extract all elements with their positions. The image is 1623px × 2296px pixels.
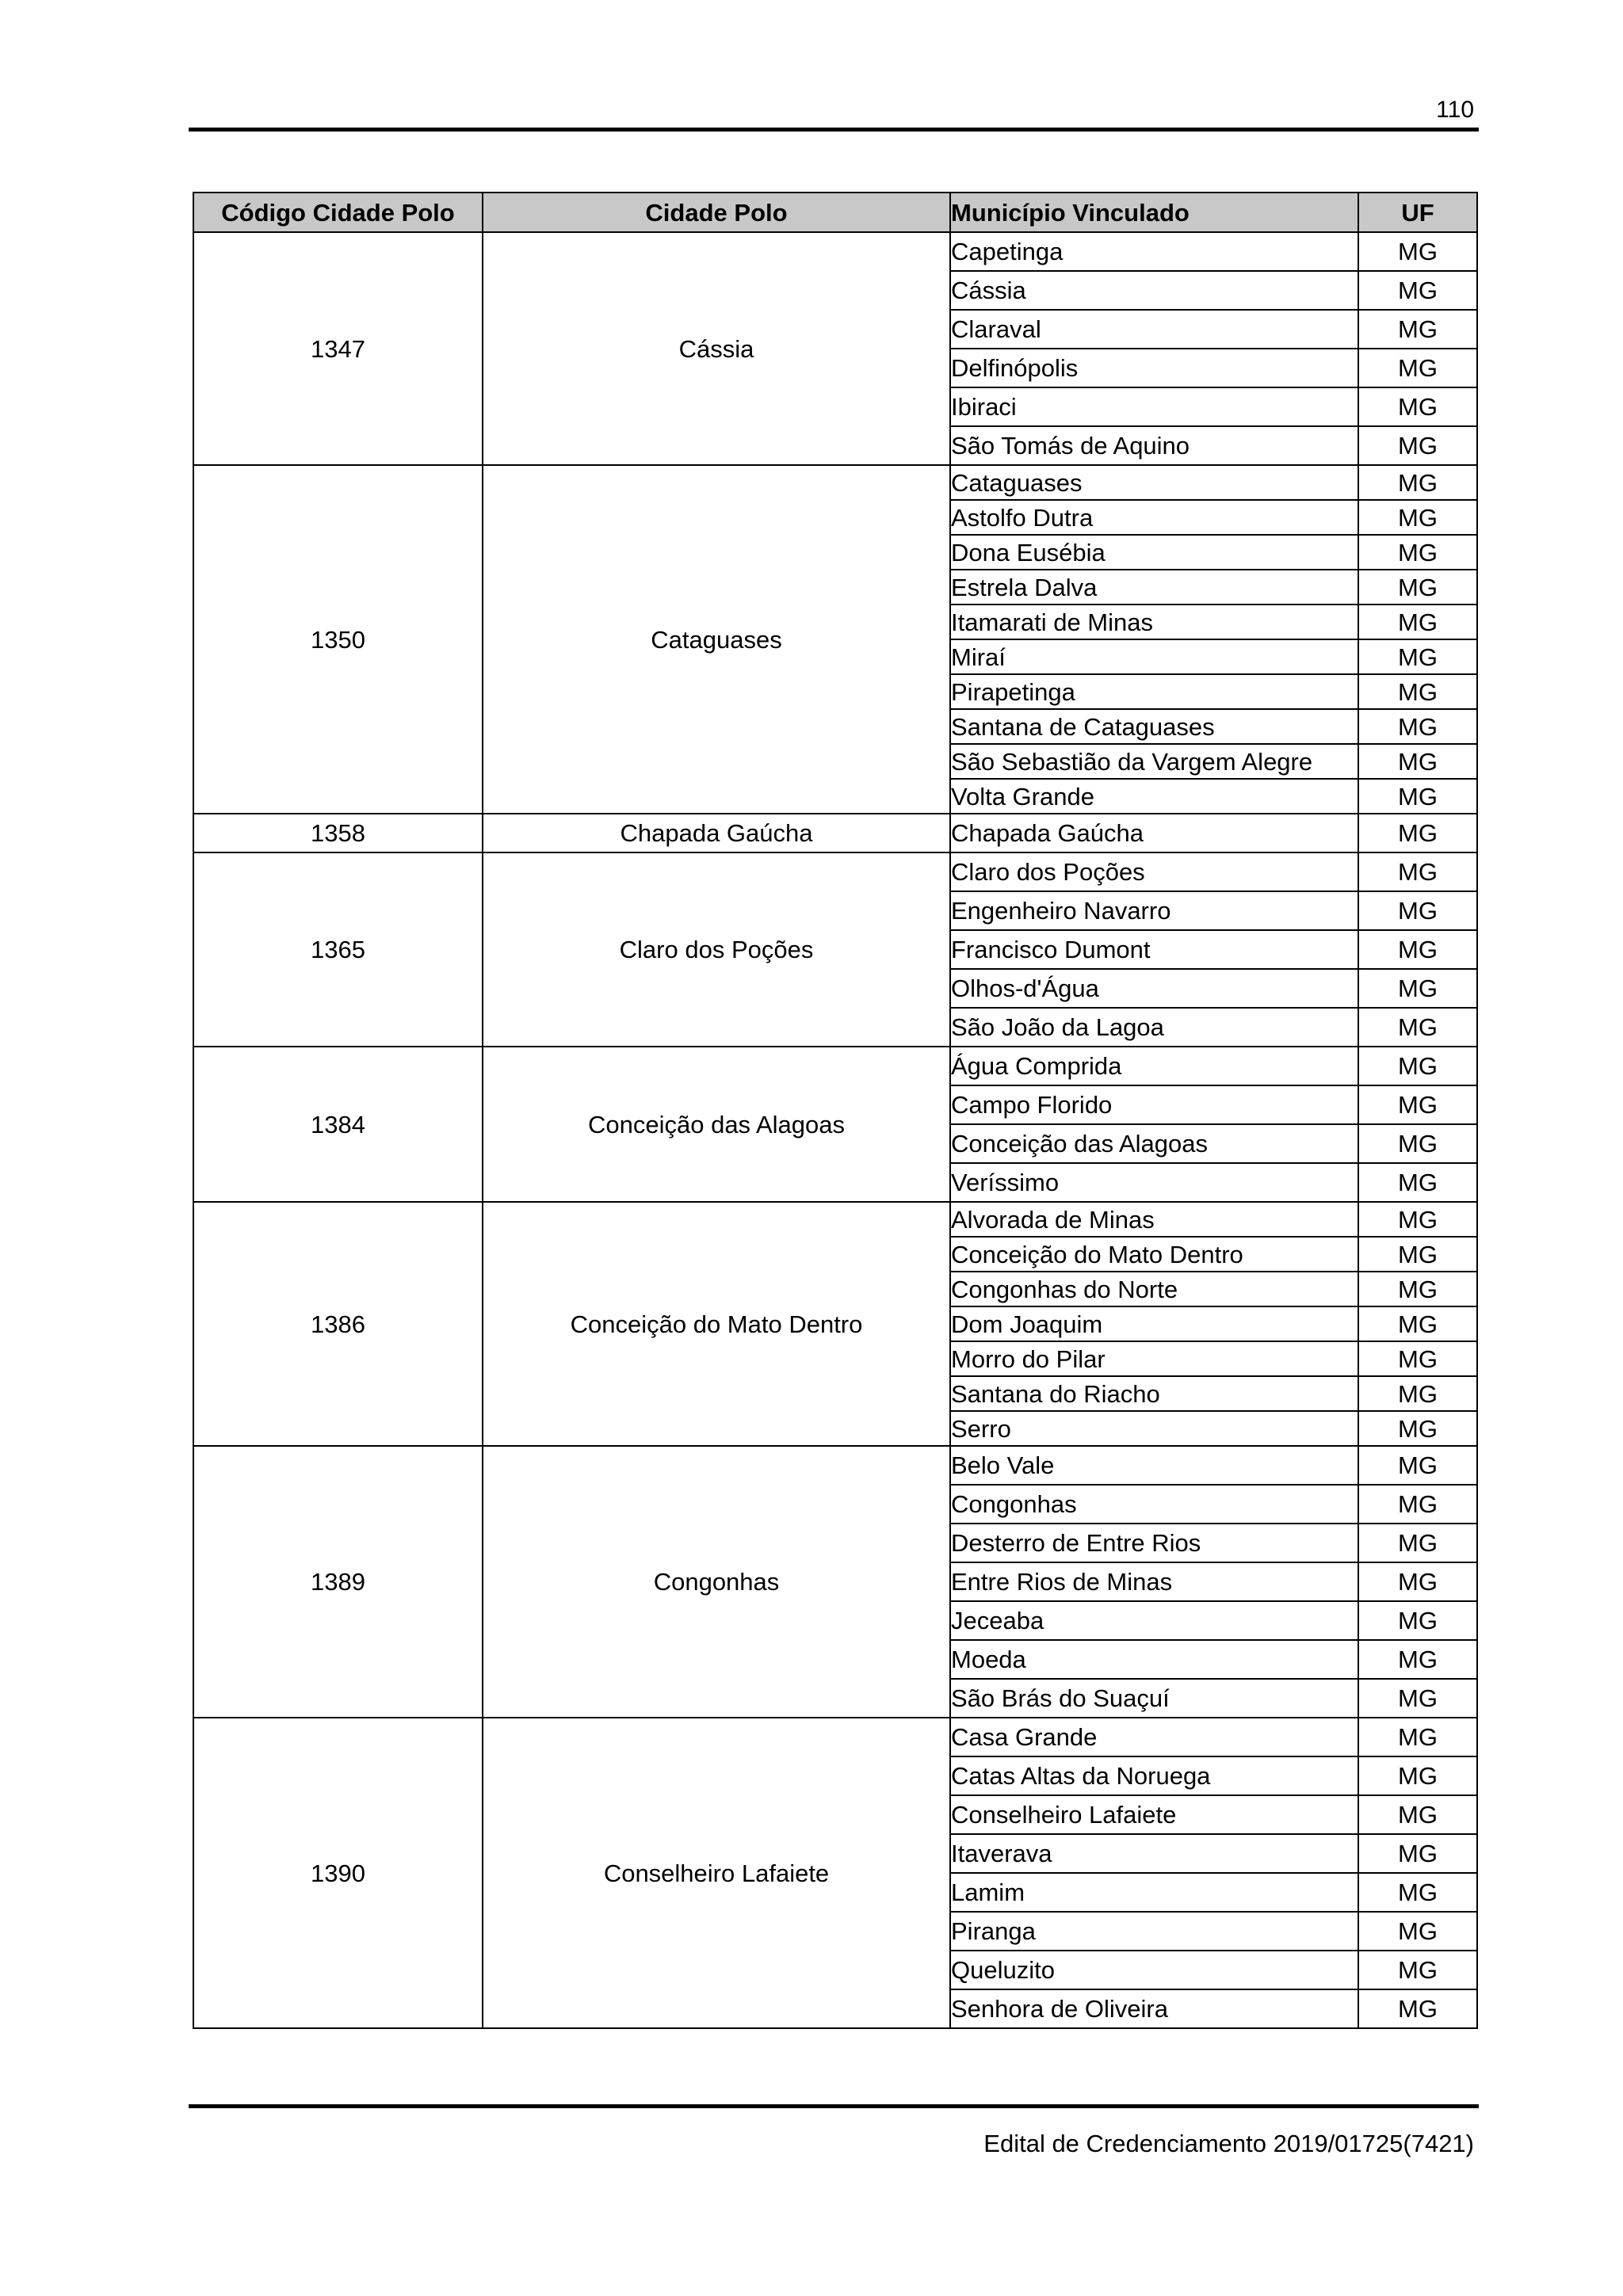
uf-cell: MG bbox=[1358, 1163, 1477, 1202]
uf-cell: MG bbox=[1358, 1912, 1477, 1951]
uf-cell: MG bbox=[1358, 605, 1477, 639]
header-codigo-cidade-polo: Código Cidade Polo bbox=[193, 193, 483, 232]
uf-cell: MG bbox=[1358, 1411, 1477, 1446]
header-municipio-vinculado: Município Vinculado bbox=[950, 193, 1358, 232]
municipio-vinculado-cell: Astolfo Dutra bbox=[950, 500, 1358, 535]
page-number: 110 bbox=[1436, 97, 1474, 123]
uf-cell: MG bbox=[1358, 1124, 1477, 1163]
cidade-polo-cell: Congonhas bbox=[483, 1446, 950, 1718]
municipio-vinculado-cell: Desterro de Entre Rios bbox=[950, 1524, 1358, 1562]
municipio-vinculado-cell: Itaverava bbox=[950, 1834, 1358, 1873]
uf-cell: MG bbox=[1358, 852, 1477, 891]
uf-cell: MG bbox=[1358, 1237, 1477, 1272]
uf-cell: MG bbox=[1358, 387, 1477, 426]
municipio-vinculado-cell: São Tomás de Aquino bbox=[950, 426, 1358, 465]
table-row bbox=[193, 232, 1477, 271]
uf-cell: MG bbox=[1358, 1756, 1477, 1795]
uf-cell: MG bbox=[1358, 1446, 1477, 1485]
municipio-vinculado-cell: Ibiraci bbox=[950, 387, 1358, 426]
municipio-vinculado-cell: Jeceaba bbox=[950, 1601, 1358, 1640]
municipio-vinculado-cell: Congonhas do Norte bbox=[950, 1272, 1358, 1306]
municipio-vinculado-cell: Chapada Gaúcha bbox=[950, 814, 1358, 852]
uf-cell: MG bbox=[1358, 1008, 1477, 1047]
table-row bbox=[193, 1202, 1477, 1237]
codigo-cidade-polo-cell: 1365 bbox=[193, 852, 483, 1047]
municipio-vinculado-cell: Entre Rios de Minas bbox=[950, 1562, 1358, 1601]
uf-cell: MG bbox=[1358, 814, 1477, 852]
codigo-cidade-polo-cell: 1390 bbox=[193, 1718, 483, 2028]
codigo-cidade-polo-cell: 1389 bbox=[193, 1446, 483, 1718]
municipio-vinculado-cell: Claraval bbox=[950, 310, 1358, 349]
municipio-vinculado-cell: Conceição das Alagoas bbox=[950, 1124, 1358, 1163]
footer-rule bbox=[189, 2104, 1479, 2108]
uf-cell: MG bbox=[1358, 349, 1477, 387]
municipio-vinculado-cell: Congonhas bbox=[950, 1485, 1358, 1524]
municipio-vinculado-cell: Moeda bbox=[950, 1640, 1358, 1679]
codigo-cidade-polo-cell: 1350 bbox=[193, 465, 483, 814]
municipio-vinculado-cell: Senhora de Oliveira bbox=[950, 1989, 1358, 2028]
uf-cell: MG bbox=[1358, 674, 1477, 709]
uf-cell: MG bbox=[1358, 709, 1477, 744]
municipio-vinculado-cell: Claro dos Poções bbox=[950, 852, 1358, 891]
header-rule bbox=[189, 128, 1479, 132]
municipio-vinculado-cell: Santana de Cataguases bbox=[950, 709, 1358, 744]
municipio-vinculado-cell: Catas Altas da Noruega bbox=[950, 1756, 1358, 1795]
uf-cell: MG bbox=[1358, 1989, 1477, 2028]
uf-cell: MG bbox=[1358, 1376, 1477, 1411]
municipio-vinculado-cell: Lamim bbox=[950, 1873, 1358, 1912]
uf-cell: MG bbox=[1358, 310, 1477, 349]
table-row bbox=[193, 1446, 1477, 1485]
municipio-vinculado-cell: Volta Grande bbox=[950, 779, 1358, 814]
cidade-polo-cell: Conselheiro Lafaiete bbox=[483, 1718, 950, 2028]
footer-text: Edital de Credenciamento 2019/01725(7421) bbox=[983, 2130, 1474, 2157]
uf-cell: MG bbox=[1358, 1085, 1477, 1124]
uf-cell: MG bbox=[1358, 744, 1477, 779]
cidade-polo-cell: Chapada Gaúcha bbox=[483, 814, 950, 852]
uf-cell: MG bbox=[1358, 891, 1477, 930]
municipio-vinculado-cell: Queluzito bbox=[950, 1951, 1358, 1989]
codigo-cidade-polo-cell: 1347 bbox=[193, 232, 483, 465]
municipio-vinculado-cell: Cássia bbox=[950, 271, 1358, 310]
municipio-vinculado-cell: São Sebastião da Vargem Alegre bbox=[950, 744, 1358, 779]
table-header-row bbox=[193, 193, 1477, 232]
cidade-polo-cell: Claro dos Poções bbox=[483, 852, 950, 1047]
uf-cell: MG bbox=[1358, 1679, 1477, 1718]
municipio-vinculado-cell: Pirapetinga bbox=[950, 674, 1358, 709]
municipio-vinculado-cell: Casa Grande bbox=[950, 1718, 1358, 1756]
uf-cell: MG bbox=[1358, 1202, 1477, 1237]
codigo-cidade-polo-cell: 1384 bbox=[193, 1047, 483, 1202]
cidade-polo-cell: Cássia bbox=[483, 232, 950, 465]
uf-cell: MG bbox=[1358, 1795, 1477, 1834]
uf-cell: MG bbox=[1358, 465, 1477, 500]
cidade-polo-cell: Conceição do Mato Dentro bbox=[483, 1202, 950, 1446]
table-body bbox=[193, 232, 1477, 2028]
uf-cell: MG bbox=[1358, 969, 1477, 1008]
municipio-vinculado-cell: São Brás do Suaçuí bbox=[950, 1679, 1358, 1718]
uf-cell: MG bbox=[1358, 779, 1477, 814]
municipio-vinculado-cell: Água Comprida bbox=[950, 1047, 1358, 1085]
municipio-vinculado-cell: Conceição do Mato Dentro bbox=[950, 1237, 1358, 1272]
municipio-vinculado-cell: Serro bbox=[950, 1411, 1358, 1446]
uf-cell: MG bbox=[1358, 1951, 1477, 1989]
uf-cell: MG bbox=[1358, 570, 1477, 605]
uf-cell: MG bbox=[1358, 639, 1477, 674]
municipality-table bbox=[193, 192, 1478, 2029]
uf-cell: MG bbox=[1358, 1718, 1477, 1756]
municipio-vinculado-cell: Campo Florido bbox=[950, 1085, 1358, 1124]
municipio-vinculado-cell: Piranga bbox=[950, 1912, 1358, 1951]
uf-cell: MG bbox=[1358, 1834, 1477, 1873]
uf-cell: MG bbox=[1358, 1524, 1477, 1562]
cidade-polo-cell: Cataguases bbox=[483, 465, 950, 814]
municipio-vinculado-cell: Veríssimo bbox=[950, 1163, 1358, 1202]
uf-cell: MG bbox=[1358, 1272, 1477, 1306]
table-row bbox=[193, 1047, 1477, 1085]
municipio-vinculado-cell: Belo Vale bbox=[950, 1446, 1358, 1485]
municipio-vinculado-cell: Olhos-d'Água bbox=[950, 969, 1358, 1008]
uf-cell: MG bbox=[1358, 500, 1477, 535]
municipio-vinculado-cell: Dom Joaquim bbox=[950, 1306, 1358, 1341]
municipio-vinculado-cell: Morro do Pilar bbox=[950, 1341, 1358, 1376]
municipio-vinculado-cell: Miraí bbox=[950, 639, 1358, 674]
table-row bbox=[193, 852, 1477, 891]
municipio-vinculado-cell: Conselheiro Lafaiete bbox=[950, 1795, 1358, 1834]
header-uf: UF bbox=[1358, 193, 1477, 232]
uf-cell: MG bbox=[1358, 271, 1477, 310]
uf-cell: MG bbox=[1358, 930, 1477, 969]
codigo-cidade-polo-cell: 1386 bbox=[193, 1202, 483, 1446]
municipio-vinculado-cell: Cataguases bbox=[950, 465, 1358, 500]
uf-cell: MG bbox=[1358, 1341, 1477, 1376]
uf-cell: MG bbox=[1358, 426, 1477, 465]
uf-cell: MG bbox=[1358, 1640, 1477, 1679]
municipio-vinculado-cell: Engenheiro Navarro bbox=[950, 891, 1358, 930]
municipio-vinculado-cell: Delfinópolis bbox=[950, 349, 1358, 387]
municipio-vinculado-cell: Itamarati de Minas bbox=[950, 605, 1358, 639]
uf-cell: MG bbox=[1358, 1873, 1477, 1912]
uf-cell: MG bbox=[1358, 535, 1477, 570]
codigo-cidade-polo-cell: 1358 bbox=[193, 814, 483, 852]
table-row bbox=[193, 465, 1477, 500]
header-cidade-polo: Cidade Polo bbox=[483, 193, 950, 232]
uf-cell: MG bbox=[1358, 1562, 1477, 1601]
municipio-vinculado-cell: Alvorada de Minas bbox=[950, 1202, 1358, 1237]
municipio-vinculado-cell: Capetinga bbox=[950, 232, 1358, 271]
uf-cell: MG bbox=[1358, 1306, 1477, 1341]
cidade-polo-cell: Conceição das Alagoas bbox=[483, 1047, 950, 1202]
municipio-vinculado-cell: Estrela Dalva bbox=[950, 570, 1358, 605]
table-row bbox=[193, 814, 1477, 852]
municipio-vinculado-cell: Francisco Dumont bbox=[950, 930, 1358, 969]
table-row bbox=[193, 1718, 1477, 1756]
municipio-vinculado-cell: Santana do Riacho bbox=[950, 1376, 1358, 1411]
uf-cell: MG bbox=[1358, 1047, 1477, 1085]
uf-cell: MG bbox=[1358, 1601, 1477, 1640]
uf-cell: MG bbox=[1358, 1485, 1477, 1524]
uf-cell: MG bbox=[1358, 232, 1477, 271]
municipio-vinculado-cell: Dona Eusébia bbox=[950, 535, 1358, 570]
municipio-vinculado-cell: São João da Lagoa bbox=[950, 1008, 1358, 1047]
